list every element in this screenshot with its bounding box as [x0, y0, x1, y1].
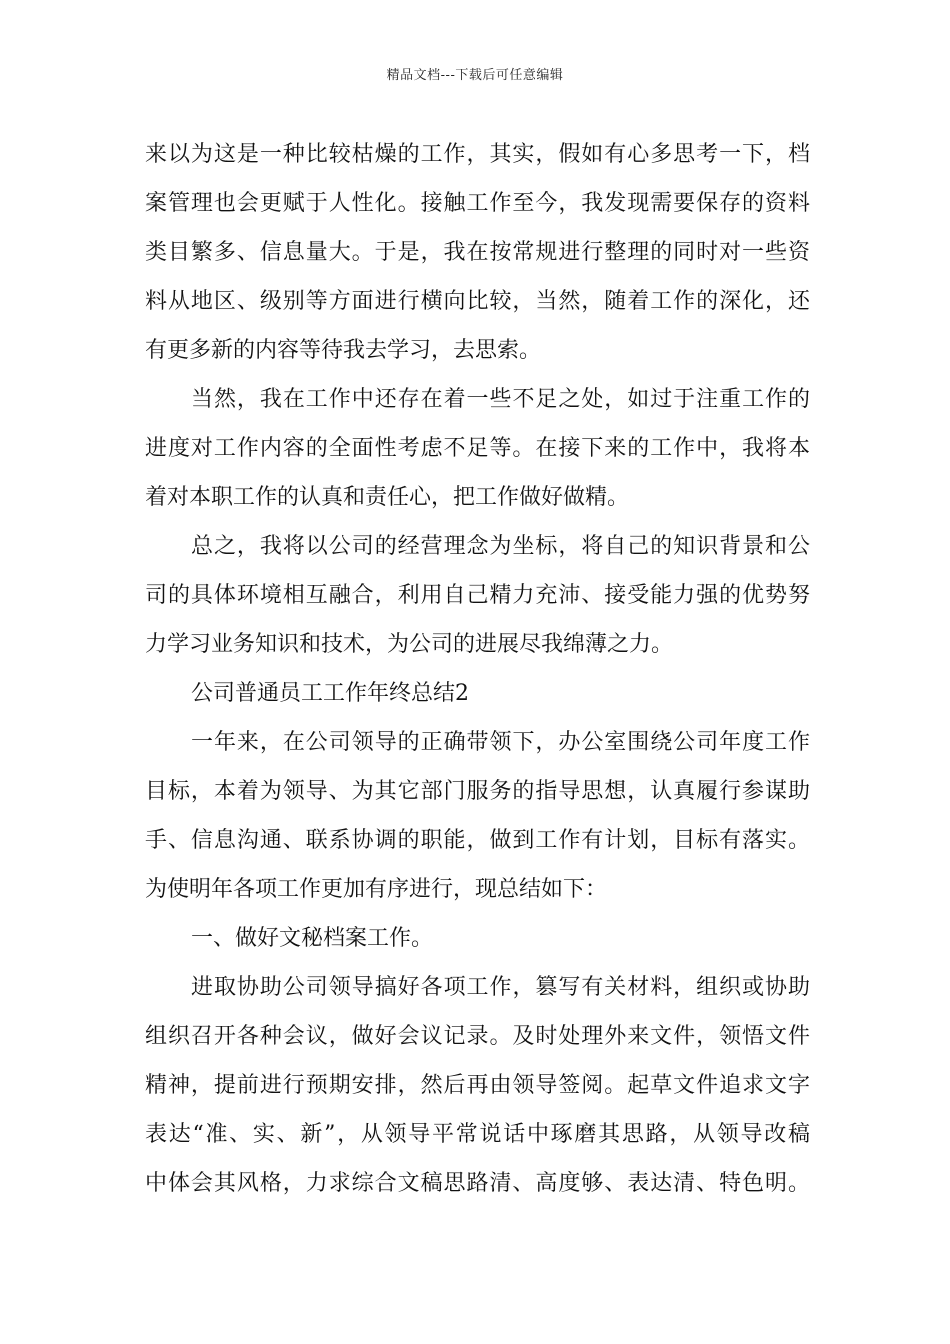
- text-line: 类目繁多、信息量大。于是，我在按常规进行整理的同时对一些资: [145, 240, 810, 265]
- text-line: 表达“准、实、新”，从领导平常说话中琢磨其思路，从领导改稿: [145, 1122, 810, 1147]
- text-line: 司的具体环境相互融合，利用自己精力充沛、接受能力强的优势努: [145, 583, 810, 608]
- text-line: 力学习业务知识和技术，为公司的进展尽我绵薄之力。: [145, 632, 674, 657]
- section-heading: 公司普通员工工作年终总结2: [191, 681, 469, 706]
- text-line: 当然，我在工作中还存在着一些不足之处，如过于注重工作的: [191, 387, 810, 412]
- text-line: 总之，我将以公司的经营理念为坐标，将自己的知识背景和公: [191, 534, 810, 559]
- document-body: [145, 130, 810, 1208]
- text-line: 来以为这是一种比较枯燥的工作，其实，假如有心多思考一下，档: [145, 142, 810, 167]
- text-line: 一年来，在公司领导的正确带领下，办公室围绕公司年度工作: [191, 730, 810, 755]
- text-line: 进取协助公司领导搞好各项工作，篡写有关材料，组织或协助: [191, 975, 810, 1000]
- text-line: 为使明年各项工作更加有序进行，现总结如下：: [145, 877, 608, 902]
- text-line: 手、信息沟通、联系协调的职能，做到工作有计划，目标有落实。: [145, 828, 810, 853]
- text-line: 目标，本着为领导、为其它部门服务的指导思想，认真履行参谋助: [145, 779, 810, 804]
- text-line: 精神，提前进行预期安排，然后再由领导签阅。起草文件追求文字: [145, 1073, 810, 1098]
- text-line: 中体会其风格，力求综合文稿思路清、高度够、表达清、特色明。: [145, 1171, 810, 1196]
- text-line: 进度对工作内容的全面性考虑不足等。在接下来的工作中，我将本: [145, 436, 810, 461]
- text-line: 组织召开各种会议，做好会议记录。及时处理外来文件，领悟文件: [145, 1024, 810, 1049]
- subsection-heading: 一、做好文秘档案工作。: [191, 926, 434, 951]
- text-line: 案管理也会更赋于人性化。接触工作至今，我发现需要保存的资料: [145, 191, 810, 216]
- text-line: 有更多新的内容等待我去学习，去思索。: [145, 338, 542, 363]
- page-header: 精品文档---下载后可任意编辑: [386, 68, 564, 83]
- text-line: 料从地区、级别等方面进行横向比较，当然，随着工作的深化，还: [145, 289, 810, 314]
- text-line: 着对本职工作的认真和责任心，把工作做好做精。: [145, 485, 630, 510]
